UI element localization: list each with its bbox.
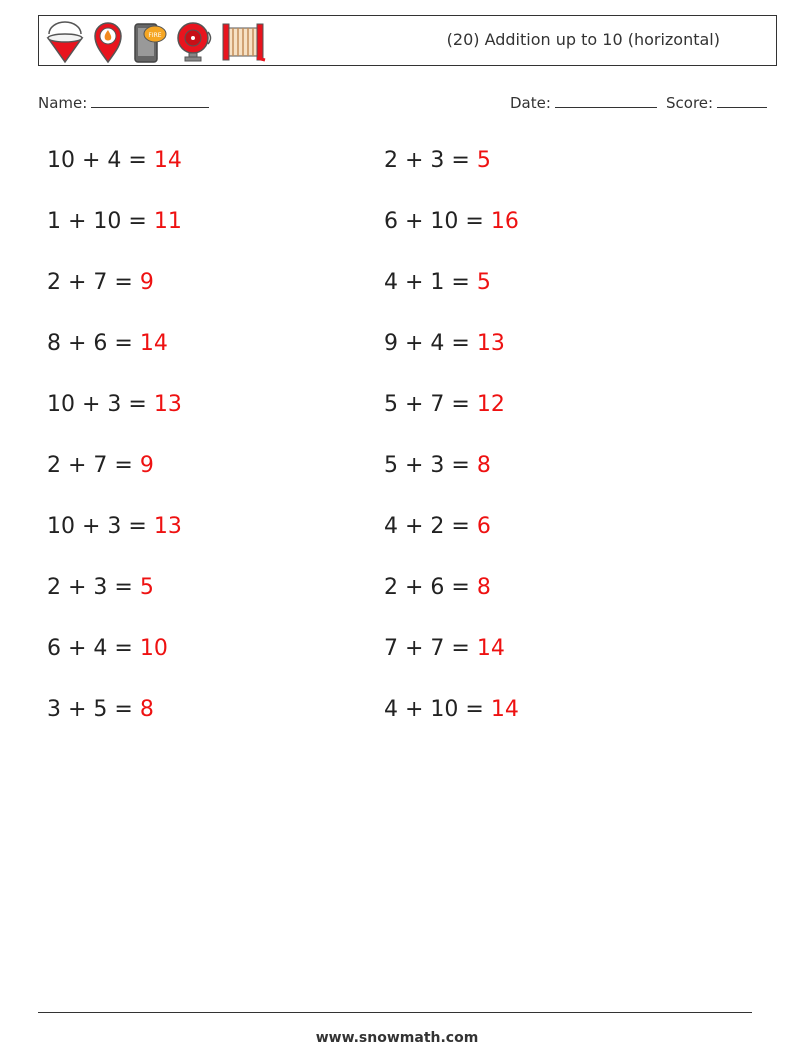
addend-a: 3 [47,697,61,722]
problem-item: 2 + 7 = 9 [47,453,154,478]
addend-b: 6 [93,331,108,356]
date-field [510,93,657,112]
answer: 5 [476,148,491,173]
addend-b: 4 [430,331,445,356]
name-label: Name: [38,94,88,112]
addend-a: 10 [47,514,75,539]
answer: 13 [153,514,182,539]
addend-a: 2 [47,575,61,600]
problem-item: 4 + 1 = 5 [384,270,491,295]
score-blank [717,93,767,108]
addend-a: 8 [47,331,61,356]
problem-item: 9 + 4 = 13 [384,331,505,356]
phone-fire-alert-icon [131,20,169,64]
fire-alarm-bell-icon [175,20,215,64]
footer-website: www.snowmath.com [315,1030,479,1046]
addend-a: 10 [47,148,75,173]
problem-item: 7 + 7 = 14 [384,636,505,661]
svg-text:FIRE: FIRE [148,32,162,39]
addend-b: 5 [93,697,108,722]
problem-item: 10 + 3 = 13 [47,392,182,417]
answer: 11 [153,209,182,234]
problem-item: 2 + 3 = 5 [384,148,491,173]
problem-item: 2 + 3 = 5 [47,575,154,600]
addend-a: 6 [384,209,398,234]
addend-b: 4 [93,636,108,661]
date-blank [555,93,657,108]
addend-b: 1 [430,270,445,295]
name-field [38,93,209,112]
addend-b: 3 [107,514,122,539]
answer: 9 [139,270,154,295]
answer: 16 [490,209,519,234]
addend-a: 4 [384,697,398,722]
addend-b: 7 [430,392,445,417]
addend-b: 3 [430,453,445,478]
addend-a: 5 [384,453,398,478]
addend-b: 6 [430,575,445,600]
answer: 5 [476,270,491,295]
worksheet-header [38,15,777,66]
addend-a: 1 [47,209,61,234]
addend-a: 9 [384,331,398,356]
problem-item: 5 + 3 = 8 [384,453,491,478]
problem-item: 2 + 7 = 9 [47,270,154,295]
answer: 10 [139,636,168,661]
addend-a: 2 [384,575,398,600]
answer: 13 [153,392,182,417]
addend-b: 10 [430,697,459,722]
problem-item: 3 + 5 = 8 [47,697,154,722]
addend-a: 6 [47,636,61,661]
fire-bucket-icon [45,20,85,64]
answer: 14 [490,697,519,722]
addend-b: 10 [93,209,122,234]
addend-b: 7 [430,636,445,661]
worksheet-title: (20) Addition up to 10 (horizontal) [446,30,720,49]
addend-a: 2 [384,148,398,173]
addend-a: 4 [384,514,398,539]
date-label: Date: [510,94,551,112]
problem-item: 10 + 3 = 13 [47,514,182,539]
answer: 12 [476,392,505,417]
answer: 14 [139,331,168,356]
problem-item: 2 + 6 = 8 [384,575,491,600]
problem-item: 8 + 6 = 14 [47,331,168,356]
name-blank [91,93,209,108]
addend-b: 4 [107,148,122,173]
addend-b: 7 [93,453,108,478]
answer: 13 [476,331,505,356]
problem-item: 4 + 2 = 6 [384,514,491,539]
answer: 5 [139,575,154,600]
problem-item: 5 + 7 = 12 [384,392,505,417]
addend-a: 7 [384,636,398,661]
addend-a: 2 [47,453,61,478]
score-field [666,93,767,112]
addend-a: 5 [384,392,398,417]
problem-item: 1 + 10 = 11 [47,209,182,234]
addend-b: 10 [430,209,459,234]
problem-item: 10 + 4 = 14 [47,148,182,173]
answer: 14 [153,148,182,173]
answer: 8 [476,453,491,478]
addend-a: 4 [384,270,398,295]
addend-a: 10 [47,392,75,417]
answer: 9 [139,453,154,478]
fire-location-pin-icon [91,20,125,64]
problem-item: 6 + 10 = 16 [384,209,519,234]
addend-a: 2 [47,270,61,295]
addend-b: 3 [107,392,122,417]
answer: 8 [139,697,154,722]
addend-b: 7 [93,270,108,295]
score-label: Score: [666,94,714,112]
answer: 8 [476,575,491,600]
addend-b: 2 [430,514,445,539]
fire-hose-reel-icon [221,20,267,64]
footer-divider [38,1012,752,1013]
answer: 6 [476,514,491,539]
header-icons [45,20,267,64]
addend-b: 3 [430,148,445,173]
answer: 14 [476,636,505,661]
addend-b: 3 [93,575,108,600]
problem-item: 6 + 4 = 10 [47,636,168,661]
problem-item: 4 + 10 = 14 [384,697,519,722]
